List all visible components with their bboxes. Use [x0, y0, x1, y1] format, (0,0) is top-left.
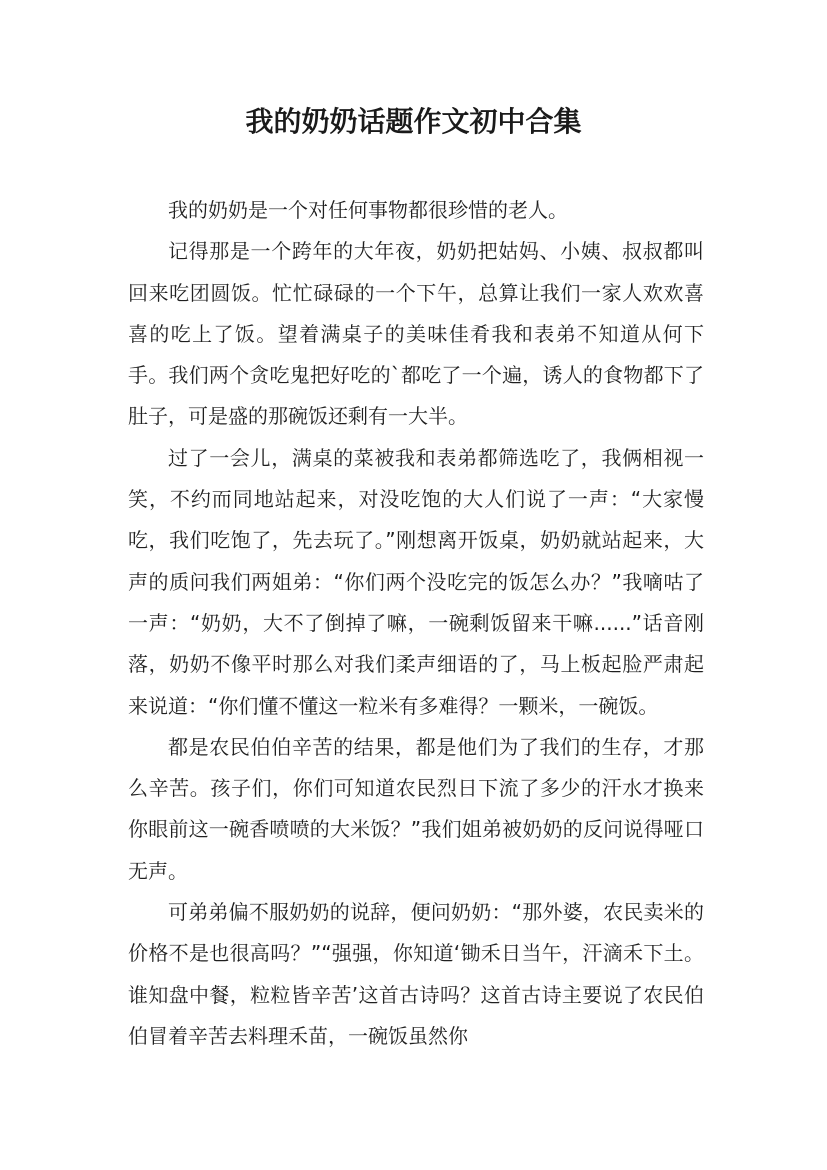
paragraph-5: 可弟弟偏不服奶奶的说辞，便问奶奶：“那外婆，农民卖米的价格不是也很高吗？”“强强，你知道‘锄禾日当午，汗滴禾下土。谁知盘中餐，粒粒皆辛苦’这首古诗吗？这首古诗主要说了农民伯伯冒着辛苦去料理禾苗，一碗饭虽然你 — [128, 900, 704, 1048]
paragraph-3: 过了一会儿，满桌的菜被我和表弟都筛选吃了，我俩相视一笑，不约而同地站起来，对没吃饱的大人们说了一声：“大家慢吃，我们吃饱了，先去玩了。”刚想离开饭桌，奶奶就站起来，大声的质问我们两姐弟：“你们两个没吃完的饭怎么办？”我嘀咕了一声：“奶奶，大不了倒掉了嘛，一碗剩饭留来干嘛......”话音刚落，奶奶不像平时那么对我们柔声细语的了，马上板起脸严肃起来说道：“你们懂不懂这一粒米有多难得？一颗米，一碗饭。 — [128, 445, 704, 718]
paragraph-1: 我的奶奶是一个对任何事物都很珍惜的老人。 — [168, 198, 568, 222]
paragraph-2: 记得那是一个跨年的大年夜，奶奶把姑妈、小姨、叔叔都叫回来吃团圆饭。忙忙碌碌的一个下午，总算让我们一家人欢欢喜喜的吃上了饭。望着满桌子的美味佳肴我和表弟不知道从何下手。我们两个贪吃鬼把好吃的`都吃了一个遍，诱人的食物都下了肚子，可是盛的那碗饭还剩有一大半。 — [128, 239, 704, 429]
document-title: 我的奶奶话题作文初中合集 — [245, 105, 582, 138]
document-body — [128, 190, 704, 1057]
paragraph-4: 都是农民伯伯辛苦的结果，都是他们为了我们的生存，才那么辛苦。孩子们，你们可知道农民烈日下流了多少的汗水才换来你眼前这一碗香喷喷的大米饭？”我们姐弟被奶奶的反问说得哑口无声。 — [128, 734, 704, 883]
